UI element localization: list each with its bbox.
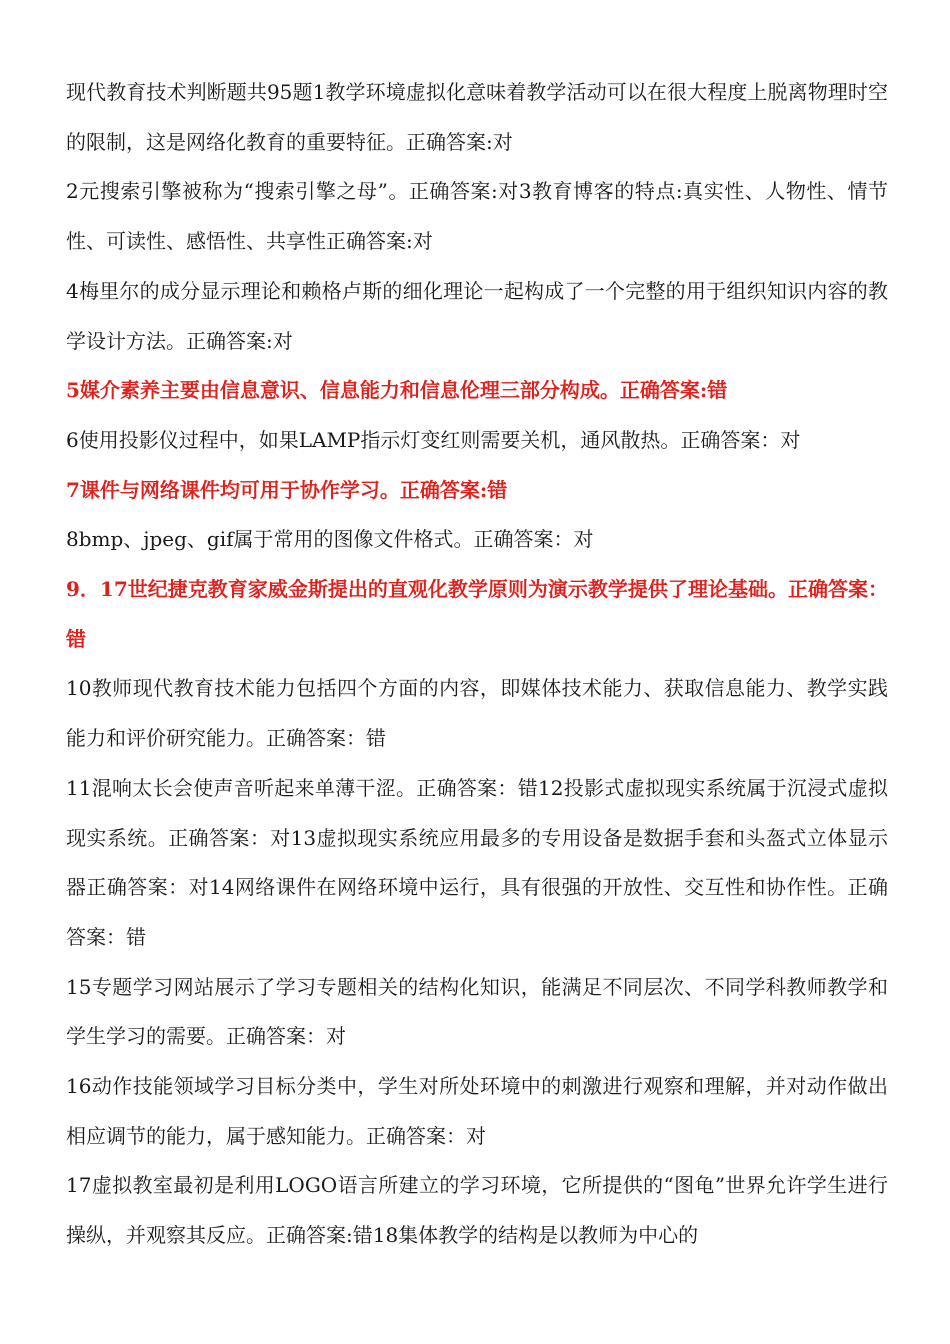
paragraph-12: 16动作技能领域学习目标分类中，学生对所处环境中的刺激进行观察和理解，并对动作做出相应调节的能力，属于感知能力。正确答案：对 — [66, 1074, 888, 1148]
paragraph-9: 10教师现代教育技术能力包括四个方面的内容，即媒体技术能力、获取信息能力、教学实践能力和评价研究能力。正确答案：错 — [66, 676, 888, 751]
paragraph-6-highlighted: 7课件与网络课件均可用于协作学习。正确答案:错 — [66, 477, 508, 502]
document-page — [66, 68, 888, 1261]
paragraph-11: 15专题学习网站展示了学习专题相关的结构化知识，能满足不同层次、不同学科教师教学和学生学习的需要。正确答案：对 — [66, 974, 888, 1049]
paragraph-3: 4梅里尔的成分显示理论和赖格卢斯的细化理论一起构成了一个完整的用于组织知识内容的教学设计方法。正确答案:对 — [66, 278, 888, 353]
paragraph-4-highlighted: 5媒介素养主要由信息意识、信息能力和信息伦理三部分构成。正确答案:错 — [66, 378, 728, 403]
paragraph-7: 8bmp、jpeg、gif属于常用的图像文件格式。正确答案：对 — [66, 527, 594, 552]
paragraph-1: 现代教育技术判断题共95题1教学环境虚拟化意味着教学活动可以在很大程度上脱离物理时空的限制，这是网络化教育的重要特征。正确答案:对 — [66, 80, 888, 154]
paragraph-13: 17虚拟教室最初是利用LOGO语言所建立的学习环境，它所提供的“图龟”世界允许学生进行操纵，并观察其反应。正确答案:错18集体教学的结构是以教师为中心的 — [66, 1173, 888, 1248]
paragraph-10: 11混响太长会使声音听起来单薄干涩。正确答案：错12投影式虚拟现实系统属于沉浸式虚拟现实系统。正确答案：对13虚拟现实系统应用最多的专用设备是数据手套和头盔式立体显示器正确答案：对14网络课件在网络环境中运行，具有很强的开放性、交互性和协作性。正确答案：错 — [66, 775, 888, 949]
paragraph-2: 2元搜索引擎被称为“搜索引擎之母”。正确答案:对3教育博客的特点:真实性、人物性、情节性、可读性、感悟性、共享性正确答案:对 — [66, 179, 888, 254]
paragraph-5: 6使用投影仪过程中，如果LAMP指示灯变红则需要关机，通风散热。正确答案：对 — [66, 427, 801, 452]
paragraph-8-highlighted: 9．17世纪捷克教育家威金斯提出的直观化教学原则为演示教学提供了理论基础。正确答案：错 — [66, 577, 888, 651]
